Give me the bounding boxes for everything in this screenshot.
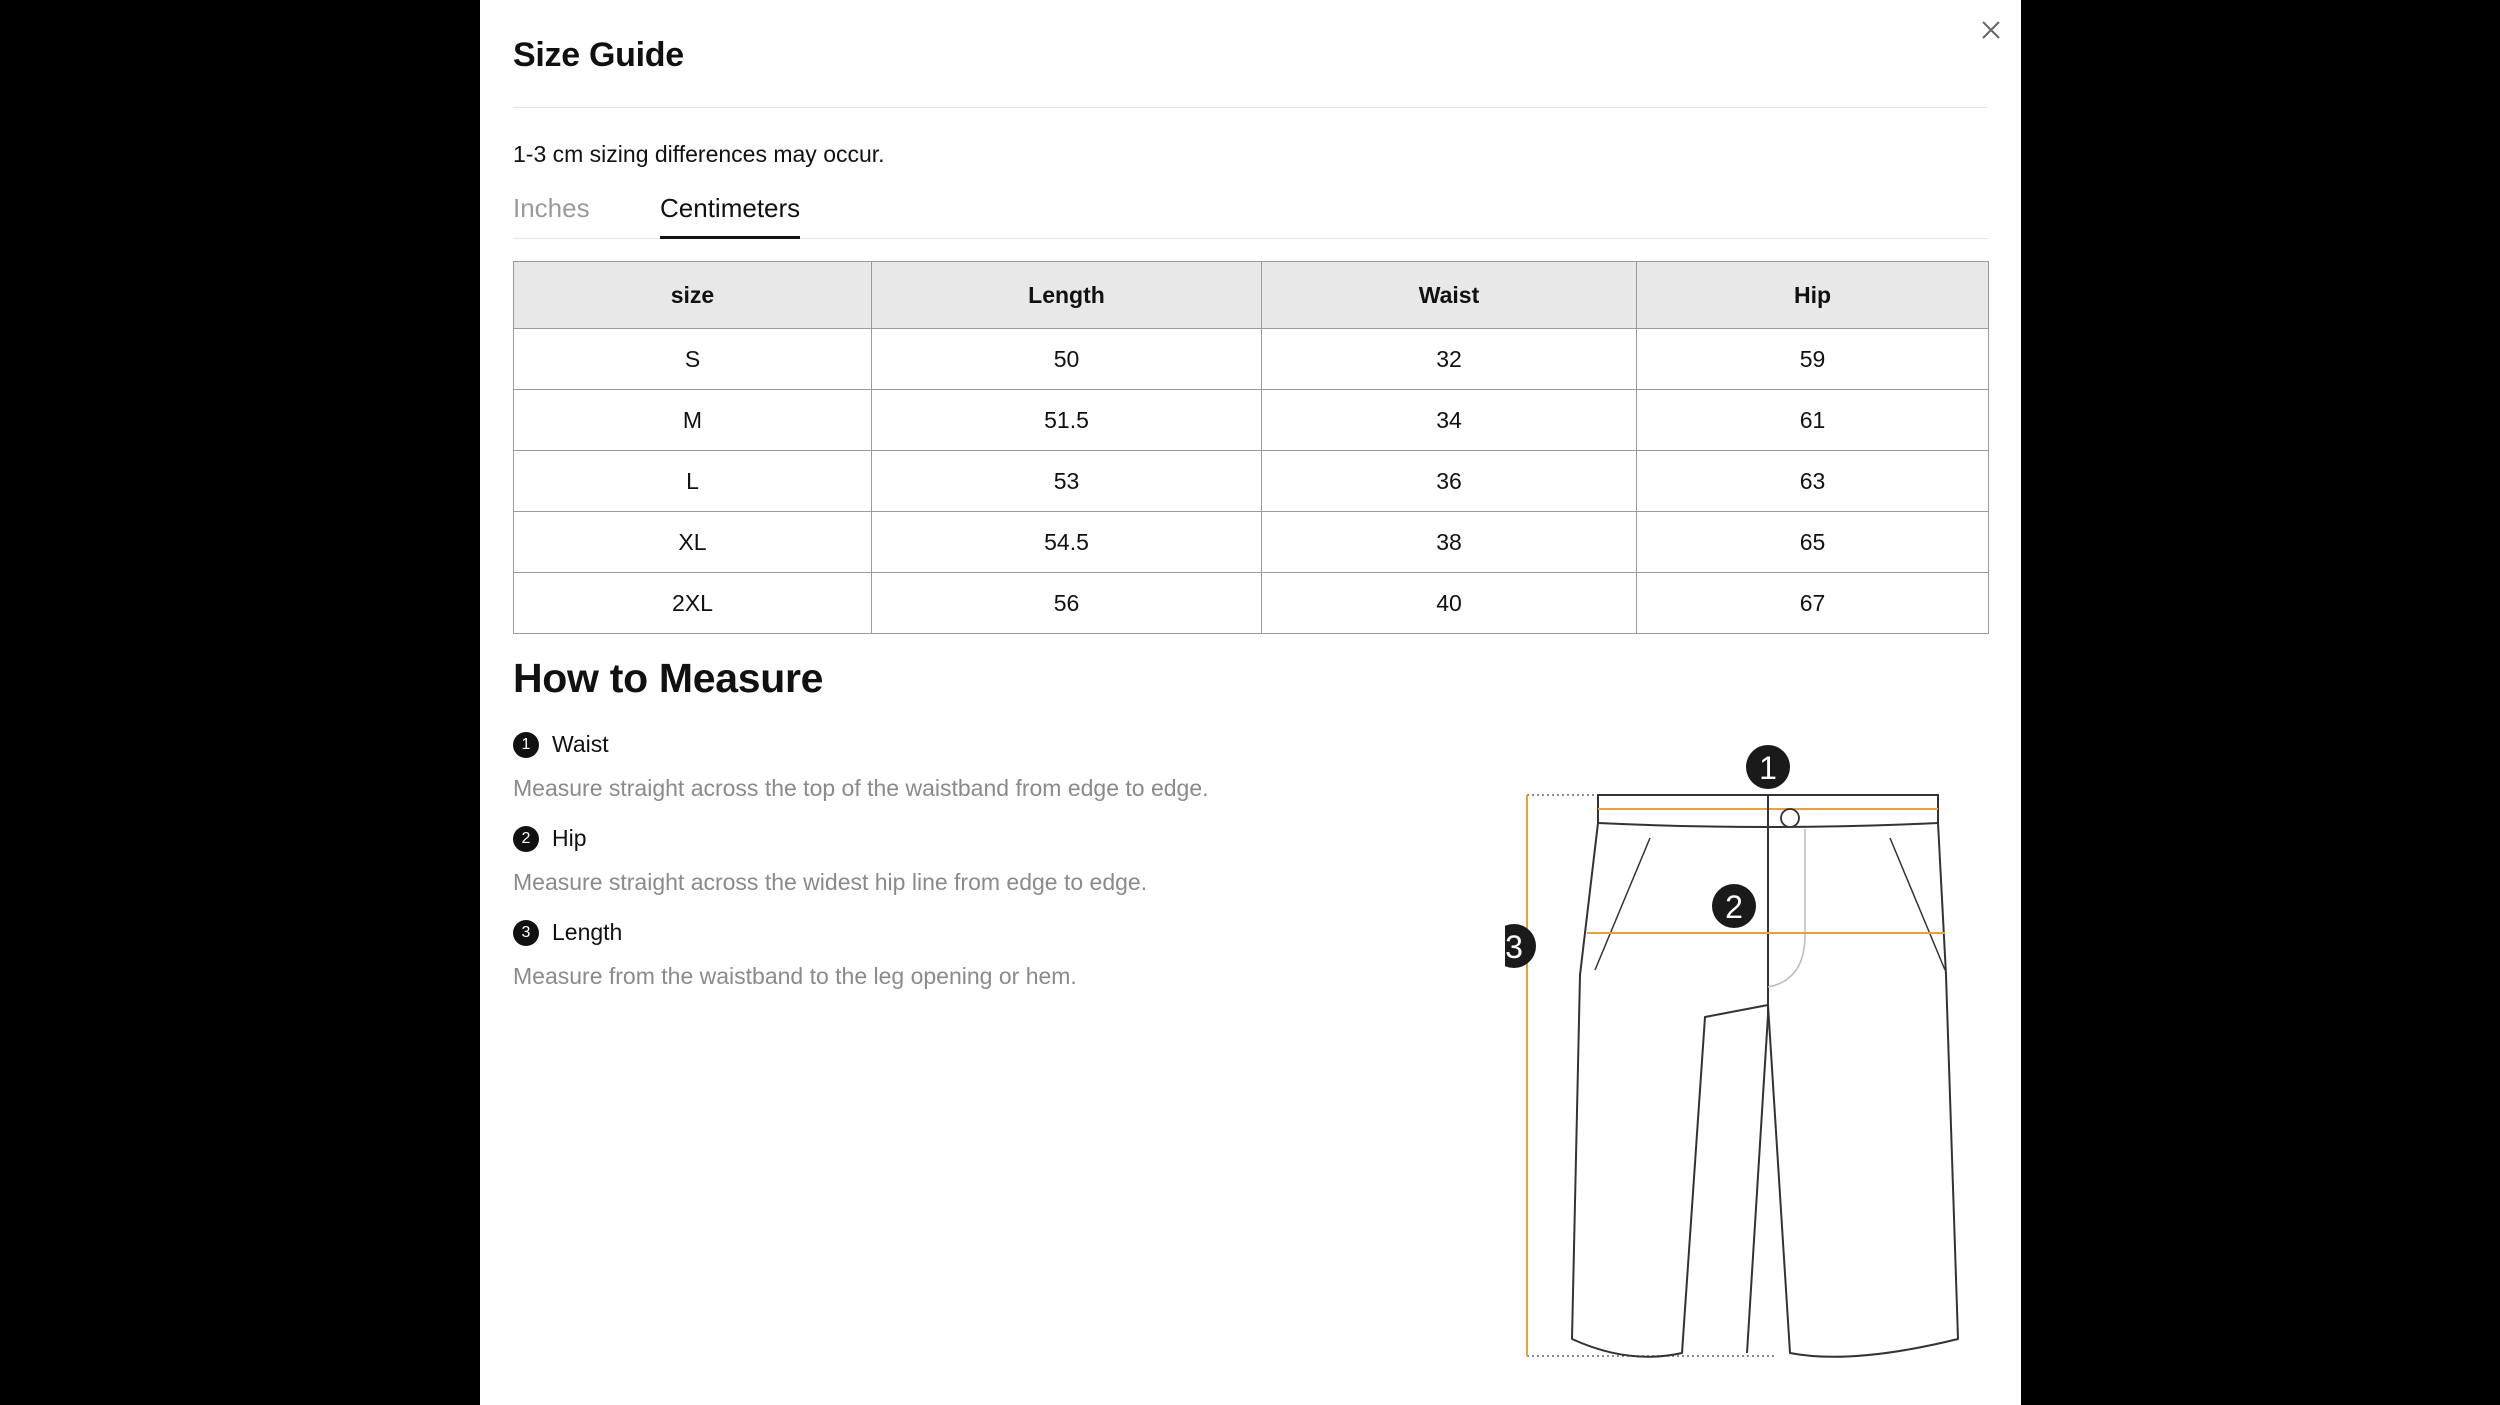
measure-description: Measure straight across the widest hip line from edge to edge. xyxy=(513,869,1148,895)
measure-description: Measure from the waistband to the leg opening or hem. xyxy=(513,963,1077,989)
button-shape xyxy=(1781,809,1799,827)
table-row xyxy=(514,390,1989,451)
sizing-disclaimer: 1-3 cm sizing differences may occur. xyxy=(513,141,885,167)
table-header-row xyxy=(514,262,1989,329)
number-badge: 1 xyxy=(513,732,539,758)
table-row xyxy=(514,512,1989,573)
unit-tabs xyxy=(513,190,1988,239)
measure-item-hip xyxy=(513,825,1147,896)
measure-item-waist xyxy=(513,731,1209,802)
table-cell: 53 xyxy=(872,451,1262,512)
svg-text:3: 3 xyxy=(1505,929,1523,965)
column-header-hip: Hip xyxy=(1637,262,1989,329)
marker-1-icon xyxy=(1746,745,1790,789)
table-cell: XL xyxy=(514,512,872,573)
table-cell: 38 xyxy=(1262,512,1637,573)
shorts-outline xyxy=(1572,823,1958,1357)
column-header-waist: Waist xyxy=(1262,262,1637,329)
table-cell: S xyxy=(514,329,872,390)
svg-text:1: 1 xyxy=(1759,750,1777,786)
tab-centimeters[interactable]: Centimeters xyxy=(660,193,800,239)
table-cell: 32 xyxy=(1262,329,1637,390)
how-to-measure-title: How to Measure xyxy=(513,655,824,701)
modal-title: Size Guide xyxy=(513,36,684,74)
number-badge: 2 xyxy=(513,826,539,852)
size-guide-modal xyxy=(480,0,2021,1405)
measure-name: Hip xyxy=(552,825,587,851)
column-header-size: size xyxy=(514,262,872,329)
table-cell: 36 xyxy=(1262,451,1637,512)
marker-2-icon xyxy=(1712,884,1756,928)
size-table xyxy=(513,261,1989,634)
table-cell: 63 xyxy=(1637,451,1989,512)
table-cell: M xyxy=(514,390,872,451)
column-header-length: Length xyxy=(872,262,1262,329)
table-cell: 54.5 xyxy=(872,512,1262,573)
table-cell: 59 xyxy=(1637,329,1989,390)
measure-name: Waist xyxy=(552,731,609,757)
table-cell: 50 xyxy=(872,329,1262,390)
close-button[interactable] xyxy=(1979,18,2003,42)
table-cell: 61 xyxy=(1637,390,1989,451)
table-cell: 67 xyxy=(1637,573,1989,634)
svg-text:2: 2 xyxy=(1725,889,1743,925)
table-cell: 65 xyxy=(1637,512,1989,573)
table-cell: 56 xyxy=(872,573,1262,634)
table-cell: 2XL xyxy=(514,573,872,634)
table-cell: L xyxy=(514,451,872,512)
table-row xyxy=(514,573,1989,634)
table-cell: 51.5 xyxy=(872,390,1262,451)
table-row xyxy=(514,329,1989,390)
tab-inches[interactable]: Inches xyxy=(513,193,590,223)
table-row xyxy=(514,451,1989,512)
measure-name: Length xyxy=(552,919,623,945)
close-icon xyxy=(1979,18,2003,42)
shorts-measurement-diagram xyxy=(1505,735,1985,1365)
marker-3-icon xyxy=(1505,924,1536,968)
number-badge: 3 xyxy=(513,920,539,946)
title-divider xyxy=(513,107,1988,108)
measure-item-length xyxy=(513,919,1077,990)
table-cell: 40 xyxy=(1262,573,1637,634)
measure-description: Measure straight across the top of the waistband from edge to edge. xyxy=(513,775,1209,801)
table-cell: 34 xyxy=(1262,390,1637,451)
